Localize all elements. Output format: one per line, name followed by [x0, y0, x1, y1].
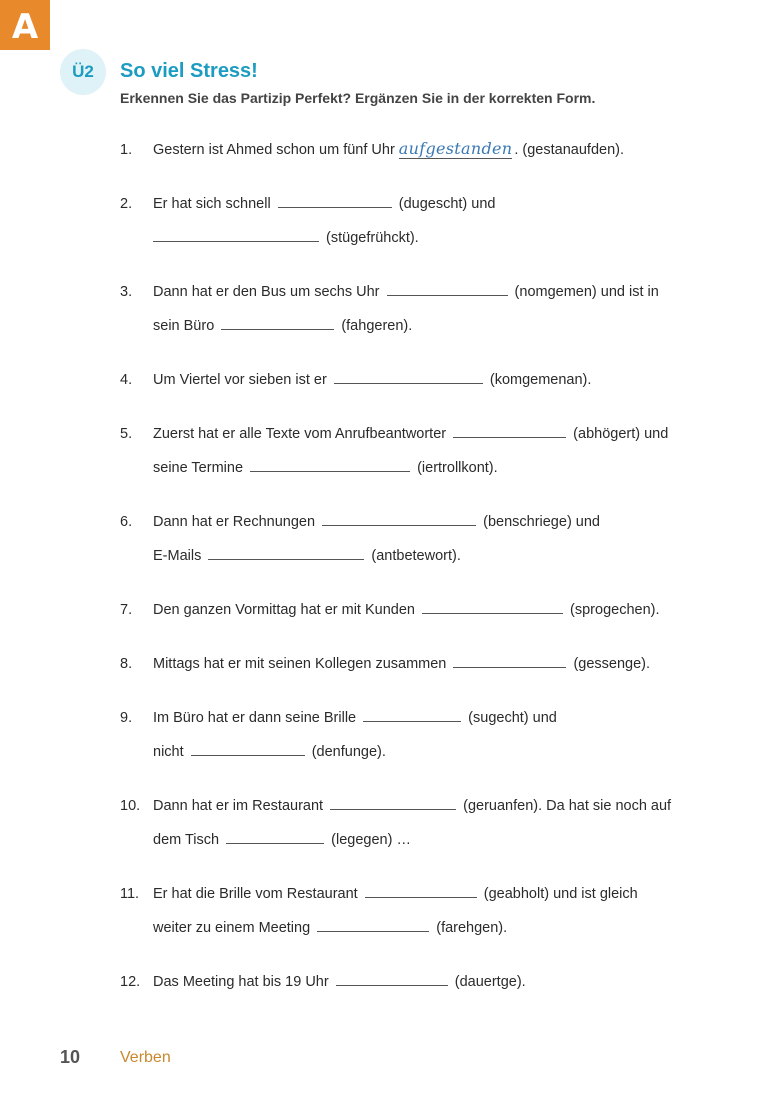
answer-blank[interactable] — [317, 915, 429, 932]
item-hint: (gessenge). — [573, 656, 651, 672]
exercise-item-1 — [120, 133, 740, 167]
item-number: 4. — [120, 372, 133, 388]
item-text: weiter zu einem Meeting — [153, 920, 311, 936]
item-hint: (stügefrühckt). — [326, 230, 419, 246]
item-hint: (benschriege) und — [483, 514, 600, 530]
answer-blank[interactable] — [221, 313, 334, 330]
item-number: 5. — [120, 426, 133, 442]
answer-blank[interactable] — [208, 543, 364, 560]
item-hint: (iertrollkont). — [417, 460, 498, 476]
answer-blank[interactable] — [336, 969, 448, 986]
exercise-instruction: Erkennen Sie das Partizip Perfekt? Ergänzen Sie in der korrekten Form. — [120, 90, 596, 106]
answer-blank[interactable] — [191, 739, 305, 756]
answer-blank[interactable] — [363, 705, 461, 722]
answer-blank[interactable] — [334, 367, 483, 384]
item-hint: (denfunge). — [311, 744, 386, 760]
exercise-item-10 — [120, 789, 740, 857]
item-hint: (komgemenan). — [489, 372, 592, 388]
item-text: Er hat sich schnell — [153, 196, 271, 212]
section-name: Verben — [120, 1049, 171, 1066]
exercise-item-8 — [120, 647, 740, 681]
item-hint: (farehgen). — [436, 920, 508, 936]
item-text: Dann hat er den Bus um sechs Uhr — [153, 284, 380, 300]
answer-blank[interactable] — [422, 597, 563, 614]
answer-blank[interactable] — [250, 455, 410, 472]
exercise-item-2 — [120, 187, 740, 255]
item-number: 6. — [120, 514, 133, 530]
answer-blank[interactable] — [226, 827, 324, 844]
item-hint: (geabholt) und ist gleich — [483, 886, 638, 902]
exercise-title: So viel Stress! — [120, 60, 258, 82]
item-hint: (sugecht) und — [468, 710, 557, 726]
item-hint: (legegen) … — [331, 832, 411, 848]
item-text: sein Büro — [153, 318, 215, 334]
exercise-list — [120, 133, 740, 1019]
exercise-item-11 — [120, 877, 740, 945]
exercise-item-5 — [120, 417, 740, 485]
item-hint: (geruanfen). Da hat sie noch auf — [463, 798, 672, 814]
item-text: Dann hat er Rechnungen — [153, 514, 316, 530]
exercise-item-12 — [120, 965, 740, 999]
exercise-item-4 — [120, 363, 740, 397]
exercise-item-3 — [120, 275, 740, 343]
item-number: 3. — [120, 284, 133, 300]
item-text: Um Viertel vor sieben ist er — [153, 372, 327, 388]
item-text: Mittags hat er mit seinen Kollegen zusammen — [153, 656, 447, 672]
answer-blank[interactable] — [453, 651, 566, 668]
item-text: dem Tisch — [153, 832, 220, 848]
item-number: 8. — [120, 656, 133, 672]
item-hint: (sprogechen). — [570, 602, 660, 618]
exercise-item-9 — [120, 701, 740, 769]
item-hint: (abhögert) und — [573, 426, 669, 442]
item-text: Das Meeting hat bis 19 Uhr — [153, 974, 329, 990]
item-number: 1. — [120, 142, 133, 158]
answer-blank[interactable] — [322, 509, 476, 526]
item-number: 11. — [120, 886, 140, 902]
item-text: E-Mails — [153, 548, 202, 564]
item-hint: (nomgemen) und ist in — [514, 284, 659, 300]
item-text: Den ganzen Vormittag hat er mit Kunden — [153, 602, 415, 618]
exercise-badge: Ü2 — [60, 49, 106, 95]
chapter-tab: A — [0, 0, 50, 50]
item-hint: . (gestanaufden). — [514, 142, 624, 158]
exercise-item-7 — [120, 593, 740, 627]
item-text: seine Termine — [153, 460, 244, 476]
answer-blank[interactable] — [453, 421, 566, 438]
item-number: 2. — [120, 196, 133, 212]
item-number: 10. — [120, 798, 141, 814]
item-hint: (antbetewort). — [371, 548, 461, 564]
item-number: 9. — [120, 710, 133, 726]
page-number: 10 — [60, 1047, 81, 1067]
item-text: Er hat die Brille vom Restaurant — [153, 886, 358, 902]
exercise-item-6 — [120, 505, 740, 573]
answer-filled: aufgestanden — [398, 139, 513, 158]
answer-blank[interactable] — [387, 279, 508, 296]
item-text: Zuerst hat er alle Texte vom Anrufbeantworter — [153, 426, 447, 442]
item-text: nicht — [153, 744, 184, 760]
answer-blank[interactable] — [153, 225, 319, 242]
item-hint: (fahgeren). — [341, 318, 413, 334]
answer-blank[interactable] — [278, 191, 392, 208]
answer-blank[interactable] — [365, 881, 477, 898]
item-hint: (dauertge). — [454, 974, 526, 990]
item-hint: (dugescht) und — [398, 196, 496, 212]
item-number: 12. — [120, 974, 141, 990]
answer-blank[interactable] — [330, 793, 456, 810]
item-number: 7. — [120, 602, 133, 618]
item-text: Gestern ist Ahmed schon um fünf Uhr — [153, 142, 395, 158]
item-text: Im Büro hat er dann seine Brille — [153, 710, 357, 726]
item-text: Dann hat er im Restaurant — [153, 798, 324, 814]
